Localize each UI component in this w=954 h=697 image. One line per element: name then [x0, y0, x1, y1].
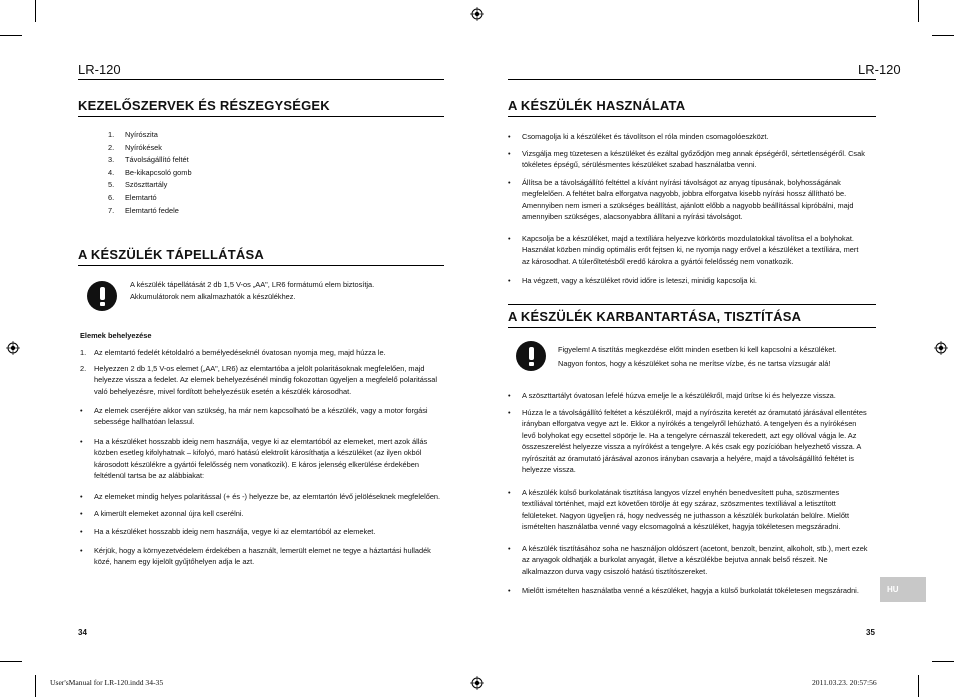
crop-mark [918, 675, 919, 697]
list-item [80, 508, 446, 519]
list-marker: • [80, 527, 83, 536]
part-item [108, 179, 192, 192]
page-number: 34 [78, 628, 87, 637]
list-marker: • [508, 149, 511, 158]
crop-mark [932, 661, 954, 662]
list-marker: 2. [80, 364, 87, 373]
list-marker: • [508, 586, 511, 595]
crop-mark [35, 0, 36, 22]
part-label: Nyírókések [125, 142, 162, 152]
list-marker: • [80, 546, 83, 555]
parts-heading: KEZELŐSZERVEK ÉS RÉSZEGYSÉGEK [78, 98, 330, 113]
part-label: Be-kikapcsoló gomb [125, 167, 192, 177]
list-item [508, 275, 868, 286]
list-item [508, 585, 868, 596]
care-heading: A KÉSZÜLÉK KARBANTARTÁSA, TISZTÍTÁSA [508, 309, 802, 324]
language-tab: HU [880, 577, 926, 602]
list-marker: • [508, 408, 511, 417]
list-text: Ha a készüléket hosszabb ideig nem használja, vegye ki az elemtartóból az elemeket. [94, 527, 376, 536]
usage-heading: A KÉSZÜLÉK HASZNÁLATA [508, 98, 686, 113]
registration-mark-icon [470, 7, 484, 21]
part-label: Nyírószita [125, 130, 158, 139]
model-label: LR-120 [78, 62, 121, 77]
list-item [80, 436, 446, 482]
list-marker: • [80, 437, 83, 446]
part-number: 5. [108, 180, 115, 190]
parts-list [108, 129, 192, 217]
warning-icon [87, 281, 117, 311]
list-item [508, 407, 868, 475]
list-text: Ha végzett, vagy a készüléket rövid időre is leteszi, minidig kapcsolja ki. [522, 276, 757, 285]
footer-timestamp: 2011.03.23. 20:57:56 [812, 678, 877, 687]
registration-mark-icon [6, 341, 20, 355]
part-item [108, 192, 192, 205]
list-item [508, 148, 868, 171]
list-marker: • [508, 544, 511, 553]
footer-file: User'sManual for LR-120.indd 34-35 [50, 678, 164, 687]
part-item [108, 167, 192, 180]
care-note-line: Nagyon fontos, hogy a készüléket soha ne merítse vízbe, és ne tartsa vízsugár alá! [558, 358, 831, 368]
list-item [80, 545, 446, 568]
power-note [130, 279, 430, 302]
list-item [80, 405, 446, 428]
list-marker: • [80, 509, 83, 518]
part-number: 1. [108, 130, 115, 139]
list-marker: • [508, 276, 511, 285]
list-item [508, 233, 868, 267]
list-marker: • [508, 391, 511, 400]
list-marker: • [508, 132, 511, 141]
list-text: Vizsgálja meg tüzetesen a készüléket és ezáltal győződjön meg annak épségéről, sértetlenségéről. Csak tökéletes épségű, sérülésmentes készüléket szabad használatba venni. [522, 149, 865, 170]
divider [508, 79, 876, 80]
part-number: 6. [108, 192, 115, 202]
crop-mark [932, 35, 954, 36]
part-item [108, 129, 192, 142]
divider [78, 265, 444, 266]
list-text: Kapcsolja be a készüléket, majd a textíliára helyezve körkörös mozdulatokkal távolítsa el a bolyhokat. Használat közben mindig optimális erőt fejtsen ki, ne nyomja nagy erővel a készüléket a textíliára, mert az károsodhat. A túlerőltetésből eredő károkra a gyártói felelősség nem vonatkozik. [522, 234, 859, 266]
list-text: A kimerült elemeket azonnal újra kell cserélni. [94, 509, 244, 518]
list-text: Húzza le a távolságállító feltétet a készülékről, majd a nyírószita keretét az óramutató járásával ellentétes irányban elforgatva vegye azt le. Ekkor a nyírókés a tengelyről lehúzható. A tengelyen és a nyírókésen levő bolyhokat egy ecsettel söpörje le. Ha a tengelyre cérnaszál tekeredett, azt egy ollóval vágja le. Az összeszerelést helyezze vissza a nyírókést a tengelyre. A kés csak egy pozícióban helyezhető vissza. A nyírószitát az óramutató járásával azonos irányban csavarja a helyére, majd a távolságállító feltétet is helyezze vissza. [522, 408, 867, 475]
power-note-line: Akkumulátorok nem alkalmazhatók a készülékhez. [130, 291, 296, 301]
care-note-line: Figyelem! A tisztítás megkezdése előtt minden esetben ki kell kapcsolni a készüléket. [558, 345, 837, 354]
list-text: Az elemeket mindig helyes polaritással (+ és -) helyezze be, az elemtartón lévő jelöléseknek megfelelően. [94, 492, 441, 501]
part-number: 4. [108, 167, 115, 177]
list-marker: 1. [80, 348, 87, 357]
power-heading: A KÉSZÜLÉK TÁPELLÁTÁSA [78, 247, 264, 262]
list-item [508, 543, 868, 577]
registration-mark-icon [934, 341, 948, 355]
list-text: Csomagolja ki a készüléket és távolítson el róla minden csomagolóeszközt. [522, 132, 769, 141]
list-text: Helyezzen 2 db 1,5 V-os elemet („AA", LR6) az elemtartóba a jelölt polaritásoknak megfelelően, majd helyezze vissza a fedelet. Az elemek behelyezésénél mindig fokozottan ügyeljen a megfelelő polaritással való behelyezésre, mivel fordított behelyezésük esetén a készülék károsodhat. [94, 364, 438, 396]
crop-mark [35, 675, 36, 697]
list-text: Állítsa be a távolságállító feltéttel a kívánt nyírási távolságot az anyag típusának, bolyhosságának megfelelően. A feltétet balra elforgatva nagyobb, jobbra elforgatva kisebb nyírási hossz állítható be. Amennyiben nem ismeri a szükséges beállítást, ajánlott előbb a nagyobb beállítással kipróbálni, majd amennyiben szükséges, alacsonyabbra állítani a nyírási távolságot. [522, 178, 854, 222]
part-item [108, 154, 192, 167]
divider [508, 304, 876, 305]
list-item [508, 177, 868, 223]
divider [78, 79, 444, 80]
part-number: 2. [108, 142, 115, 152]
list-item [508, 487, 868, 533]
list-text: Az elemtartó fedelét kétoldalró a bemélyedéseknél óvatosan nyomja meg, majd húzza le. [94, 348, 386, 357]
warning-icon [516, 341, 546, 371]
battery-subheading: Elemek behelyezése [80, 331, 152, 340]
part-number: 3. [108, 155, 115, 165]
list-text: A készülék külső burkolatának tisztítása langyos vízzel enyhén benedvesített puha, szöszmentes textíliával történhet, majd ezt követően törölje át egy száraz, szöszmentes textíliával a letisztított felületeket. Nagyon ügyeljen rá, hogy nedvesség ne juthasson a készülék burkolatán belülre. Mielőtt ismételten használatba venné vagy elcsomagolná a készüléket, hagyja tökéletesen megszáradni. [522, 488, 850, 532]
list-item [508, 390, 868, 401]
list-item [80, 526, 446, 537]
care-note [558, 343, 868, 370]
list-text: Kérjük, hogy a környezetvédelem érdekében a használt, lemerült elemet ne tegye a háztartási hulladék közé, hanem egy kijelölt gyűjtőhelyen adja le azt. [94, 546, 431, 567]
list-text: Ha a készüléket hosszabb ideig nem használja, vegye ki az elemtartóból az elemeket, mert azok állás közben esetleg kifolyhatnak – kifolyó, maró hatású elektrolit károsíthatja a készüléket (az ilyen okból károsodott készülékre a gyártói felelősség nem vonatkozik). E káros jelenség elkerülése érdekében feltétlenül tartsa be az alábbiakat: [94, 437, 428, 481]
power-note-line: A készülék tápellátását 2 db 1,5 V-os „AA", LR6 formátumú elem biztosítja. [130, 280, 375, 289]
crop-mark [0, 661, 22, 662]
list-text: A készülék tisztításához soha ne használjon oldószert (acetont, benzolt, benzint, alkoholt, stb.), mert ezek az anyagok oldhatják a burkolat anyagát, illetve a készülékbe bejutva annak belső részeit. Ne alkalmazzon durva vagy csiszoló hatású tisztítószereket. [522, 544, 868, 576]
list-text: Az elemek cseréjére akkor van szükség, ha már nem kapcsolható be a készülék, vagy a motor forgási sebessége hallhatóan lelassul. [94, 406, 428, 427]
list-item [80, 363, 446, 397]
list-item [80, 347, 446, 358]
list-marker: • [508, 178, 511, 187]
part-label: Elemtartó [125, 192, 157, 202]
divider [78, 116, 444, 117]
list-marker: • [80, 406, 83, 415]
list-text: Mielőtt ismételten használatba venné a készüléket, hagyja a külső burkolatát tökéletesen megszáradni. [522, 586, 859, 595]
crop-mark [0, 35, 22, 36]
list-text: A szöszttartályt óvatosan lefelé húzva emelje le a készülékről, majd ürítse ki és helyezze vissza. [522, 391, 836, 400]
part-label: Szöszttartály [125, 180, 168, 190]
list-item [508, 131, 868, 142]
part-number: 7. [108, 205, 115, 215]
model-label: LR-120 [858, 62, 901, 77]
part-label: Távolságállító feltét [125, 155, 189, 165]
divider [508, 327, 876, 328]
divider [508, 116, 876, 117]
list-marker: • [80, 492, 83, 501]
registration-mark-icon [470, 676, 484, 690]
part-item [108, 205, 192, 218]
crop-mark [918, 0, 919, 22]
list-item [80, 491, 446, 502]
part-label: Elemtartó fedele [125, 205, 179, 215]
list-marker: • [508, 488, 511, 497]
part-item [108, 142, 192, 155]
list-marker: • [508, 234, 511, 243]
page-number: 35 [866, 628, 875, 637]
